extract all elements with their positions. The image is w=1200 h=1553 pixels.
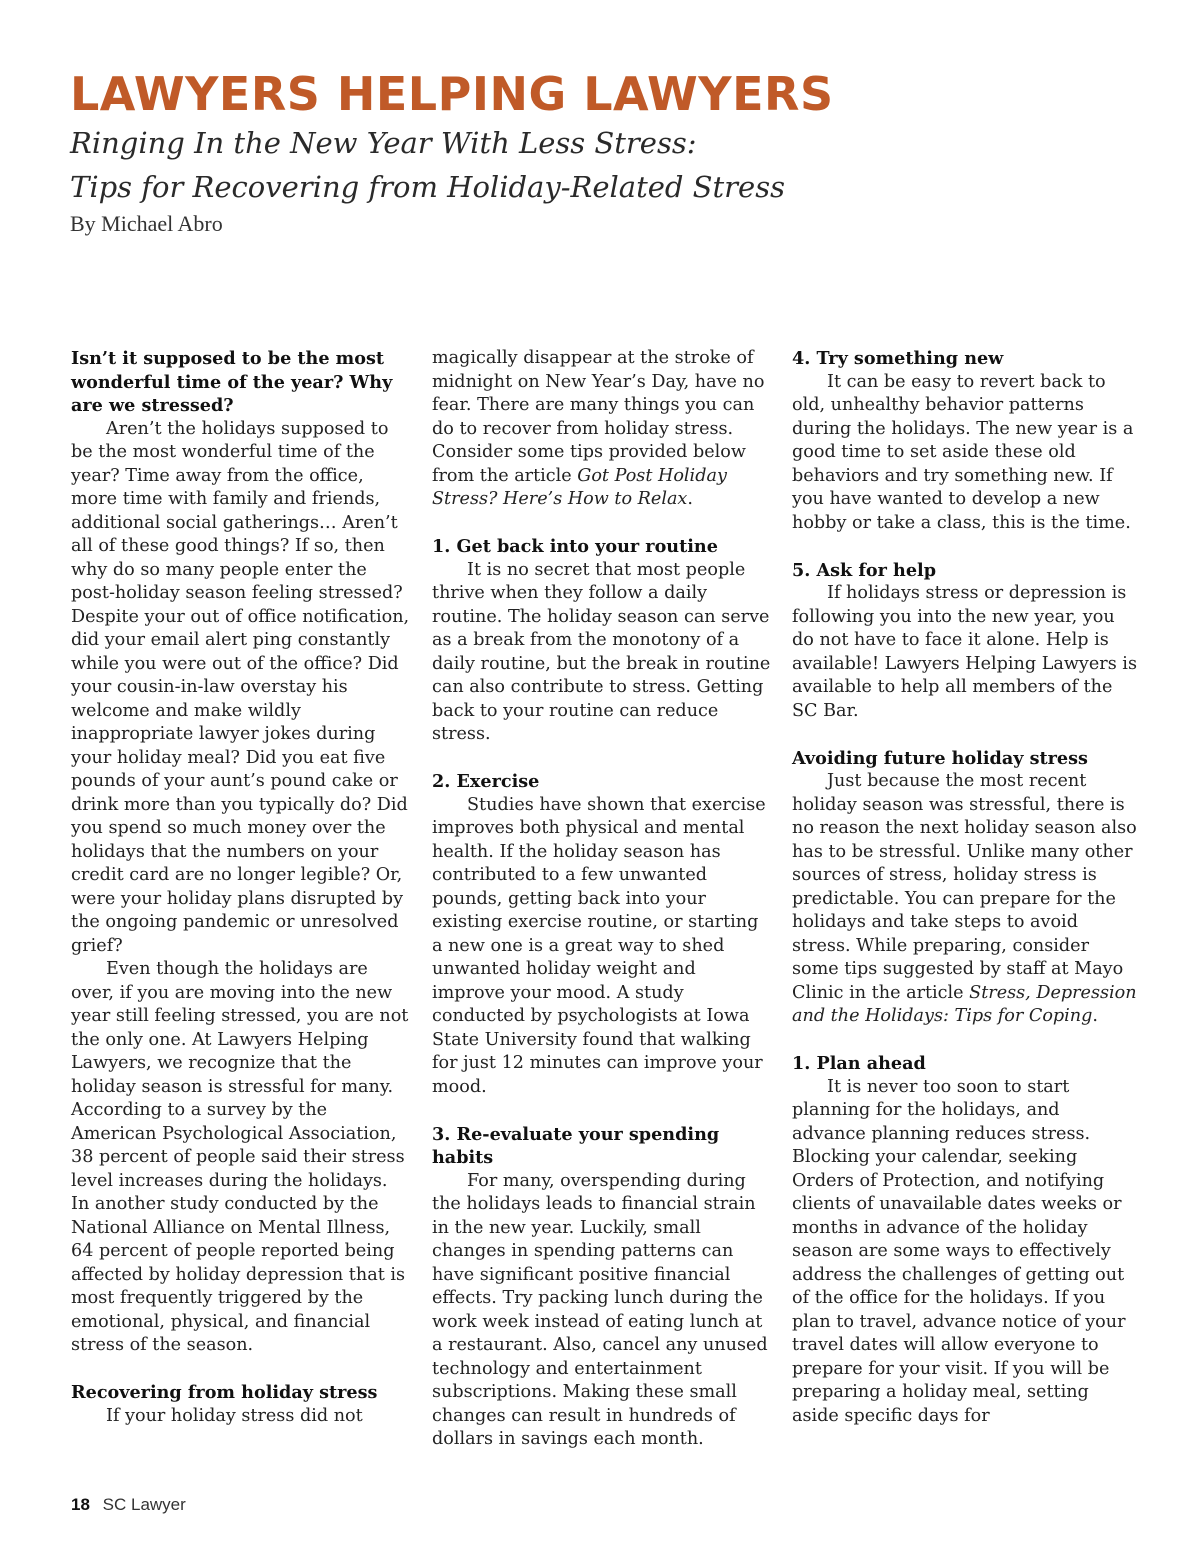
paragraph: It is no secret that most people thrive when they follow a daily routine. The holiday season can serve as a break from the monotony of a daily routine, but the break in routine can also contribute to stress. Getting back to your routine can reduce stress. [432,559,771,744]
article-title-line-2: Tips for Recovering from Holiday-Related Stress [70,170,785,204]
page-number: 18 [71,1495,90,1514]
column-3 [792,347,1137,1428]
section-heading: 1. Get back into your routine [432,536,718,557]
section-heading: 5. Ask for help [792,559,937,581]
paragraph-end: . [687,489,693,509]
column-1 [71,347,411,1428]
paragraph: Studies have shown that exercise improves both physical and mental health. If the holiday season has contributed to a few unwanted pounds, getting back into your existing exercise routine, or starting a new one is a great way to shed unwanted holiday weight and improve your mood. A study conducted by psychologists at Iowa State University found that walking for just 12 minutes can improve your mood. [432,794,766,1097]
section-heading: Isn’t it supposed to be the most wonderful time of the year? Why are we stressed? [71,348,393,416]
paragraph: For many, overspending during the holidays leads to financial strain in the new year. Luckily, small changes in spending patterns can have significant positive financial effects. Try packing lunch during the work week instead of eating lunch at a restaurant. Also, cancel any unused technology and entertainment subscriptions. Making these small changes can result in hundreds of dollars in savings each month. [432,1170,768,1449]
paragraph: Even though the holidays are over, if you are moving into the new year still feeling stressed, you are not the only one. At Lawyers Helping Lawyers, we recognize that the holiday season is stressful for many. According to a survey by the American Psychological Association, 38 percent of people said their stress level increases during the holidays. In another study conducted by the National Alliance on Mental Illness, 64 percent of people reported being affected by holiday depression that is most frequently triggered by the emotional, physical, and financial stress of the season. [71,959,409,1355]
paragraph [432,347,772,512]
paragraph [792,770,1137,1029]
paragraph-text: magically disappear at the stroke of midnight on New Year’s Day, have no fear. There are many things you can do to recover from holiday stress. Consider some tips provided below from the article [432,348,765,486]
paragraph: If your holiday stress did not [106,1405,363,1426]
article-title [70,121,785,209]
paragraph: Aren’t the holidays supposed to be the most wonderful time of the year? Time away from the office, more time with family and friends, additional social gatherings… Aren’t all of these good things? If so, then why do so many people enter the post-holiday season feeling stressed? Despite your out of office notification, did your email alert ping constantly while you were out of the office? Did your cousin-in-law overstay his welcome and make wildly inappropriate lawyer jokes during your holiday meal? Did you eat five pounds of your aunt’s pound cake or drink more than you typically do? Did you spend so much money over the holidays that the numbers on your credit card are no longer legible? Or, were your holiday plans disrupted by the ongoing pandemic or unresolved grief? [71,418,410,956]
publication-name: SC Lawyer [102,1495,186,1514]
section-heading: Recovering from holiday stress [71,1382,378,1403]
section-heading: 3. Re-evaluate your spending habits [432,1123,720,1168]
cited-article-title: Got Post Holiday Stress? Here’s How to Relax [432,465,727,509]
page-footer [71,1494,186,1516]
paragraph: It is never too soon to start planning for the holidays, and advance planning reduces stress. Blocking your calendar, seeking Orders of Protection, and notifying clients of unavailable dates weeks or months in advance of the holiday season are some ways to effectively address the challenges of getting out of the office for the holidays. If you plan to travel, advance notice of your travel dates will allow everyone to prepare for your visit. If you will be preparing a holiday meal, setting aside specific days for [792,1076,1126,1426]
article-title-line-1: Ringing In the New Year With Less Stress: [70,126,697,160]
cited-article-title: Stress, Depression and the Holidays: Tips for Coping [792,982,1137,1026]
section-headline: LAWYERS HELPING LAWYERS [70,67,834,121]
section-heading: 1. Plan ahead [792,1053,926,1074]
paragraph: It can be easy to revert back to old, unhealthy behavior patterns during the holidays. The new year is a good time to set aside these old behaviors and try something new. If you have wanted to develop a new hobby or take a class, this is the time. [792,371,1134,533]
section-heading: Avoiding future holiday stress [792,747,1088,769]
byline: By Michael Abro [70,211,223,236]
section-heading: 2. Exercise [432,771,540,792]
paragraph-text: Just because the most recent holiday season was stressful, there is no reason the next holiday season also has to be stressful. Unlike many other sources of stress, holiday stress is predictable. You can prepare for the holidays and take steps to avoid stress. While preparing, consider some tips suggested by staff at Mayo Clinic in the article [792,771,1137,1003]
paragraph: If holidays stress or depression is following you into the new year, you do not have to face it alone. Help is available! Lawyers Helping Lawyers is available to help all members of the SC Bar. [792,583,1137,721]
column-2 [432,347,772,1452]
section-heading: 4. Try something new [792,348,1004,369]
paragraph-end: . [1092,1006,1098,1026]
